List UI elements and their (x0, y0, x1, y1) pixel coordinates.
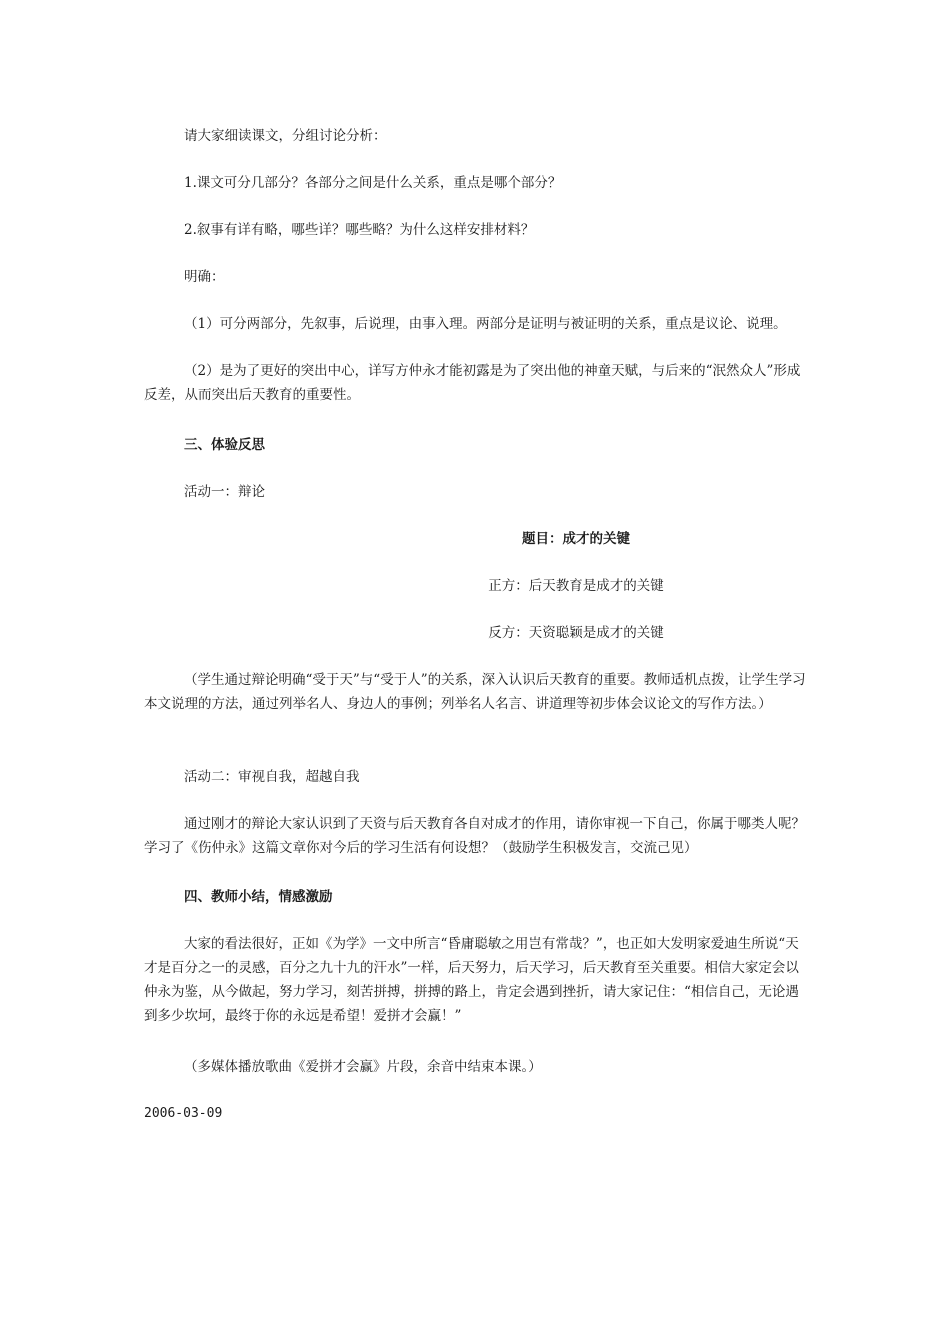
debate-note: （学生通过辩论明确“受于天”与“受于人”的关系，深入认识后天教育的重要。教师适机点拨，让学生学习本文说理的方法，通过列举名人、身边人的事例；列举名人名言、讲道理等初步体会议论文的写作方法。） (144, 672, 806, 712)
debate-pro: 正方：后天教育是成才的关键 (488, 578, 664, 594)
answer-2: （2）是为了更好的突出中心，详写方仲永才能初露是为了突出他的神童天赋，与后来的“泯然众人”形成反差，从而突出后天教育的重要性。 (144, 363, 801, 403)
summary-paragraph: 大家的看法很好，正如《为学》一文中所言“昏庸聪敏之用岂有常哉？”，也正如大发明家爱迪生所说“天才是百分之一的灵感，百分之九十九的汗水”一样，后天努力，后天学习，后天教育至关重要。相信大家定会以仲永为鉴，从今做起，努力学习，刻苦拼搏，拼搏的路上，肯定会遇到挫折，请大家记住：“相信自己，无论遇到多少坎坷，最终于你的永远是希望！爱拼才会赢！” (144, 936, 799, 1024)
debate-topic: 题目：成才的关键 (522, 531, 630, 547)
activity-2-text: 通过刚才的辩论大家认识到了天资与后天教育各自对成才的作用，请你审视一下自己，你属于哪类人呢？学习了《伤仲永》这篇文章你对今后的学习生活有何设想？（鼓励学生积极发言，交流己见） (144, 816, 805, 856)
section-heading-3: 三、体验反思 (184, 437, 265, 453)
activity-1-label: 活动一：辩论 (184, 484, 265, 500)
question-2: 2.叙事有详有略，哪些详？哪些略？为什么这样安排材料？ (184, 222, 535, 238)
question-1: 1.课文可分几部分？各部分之间是什么关系，重点是哪个部分？ (184, 175, 562, 191)
document-date: 2006-03-09 (144, 1106, 223, 1121)
debate-con: 反方：天资聪颖是成才的关键 (488, 625, 664, 641)
clarify-label: 明确： (184, 269, 225, 285)
answer-1: （1）可分两部分，先叙事，后说理，由事入理。两部分是证明与被证明的关系，重点是议论、说理。 (184, 316, 787, 332)
closing-note: （多媒体播放歌曲《爱拼才会赢》片段，余音中结束本课。） (184, 1059, 542, 1075)
activity-2-label: 活动二：审视自我，超越自我 (184, 769, 360, 785)
paragraph-discussion-intro: 请大家细读课文，分组讨论分析： (184, 128, 387, 144)
section-heading-4: 四、教师小结，情感激励 (184, 889, 333, 905)
